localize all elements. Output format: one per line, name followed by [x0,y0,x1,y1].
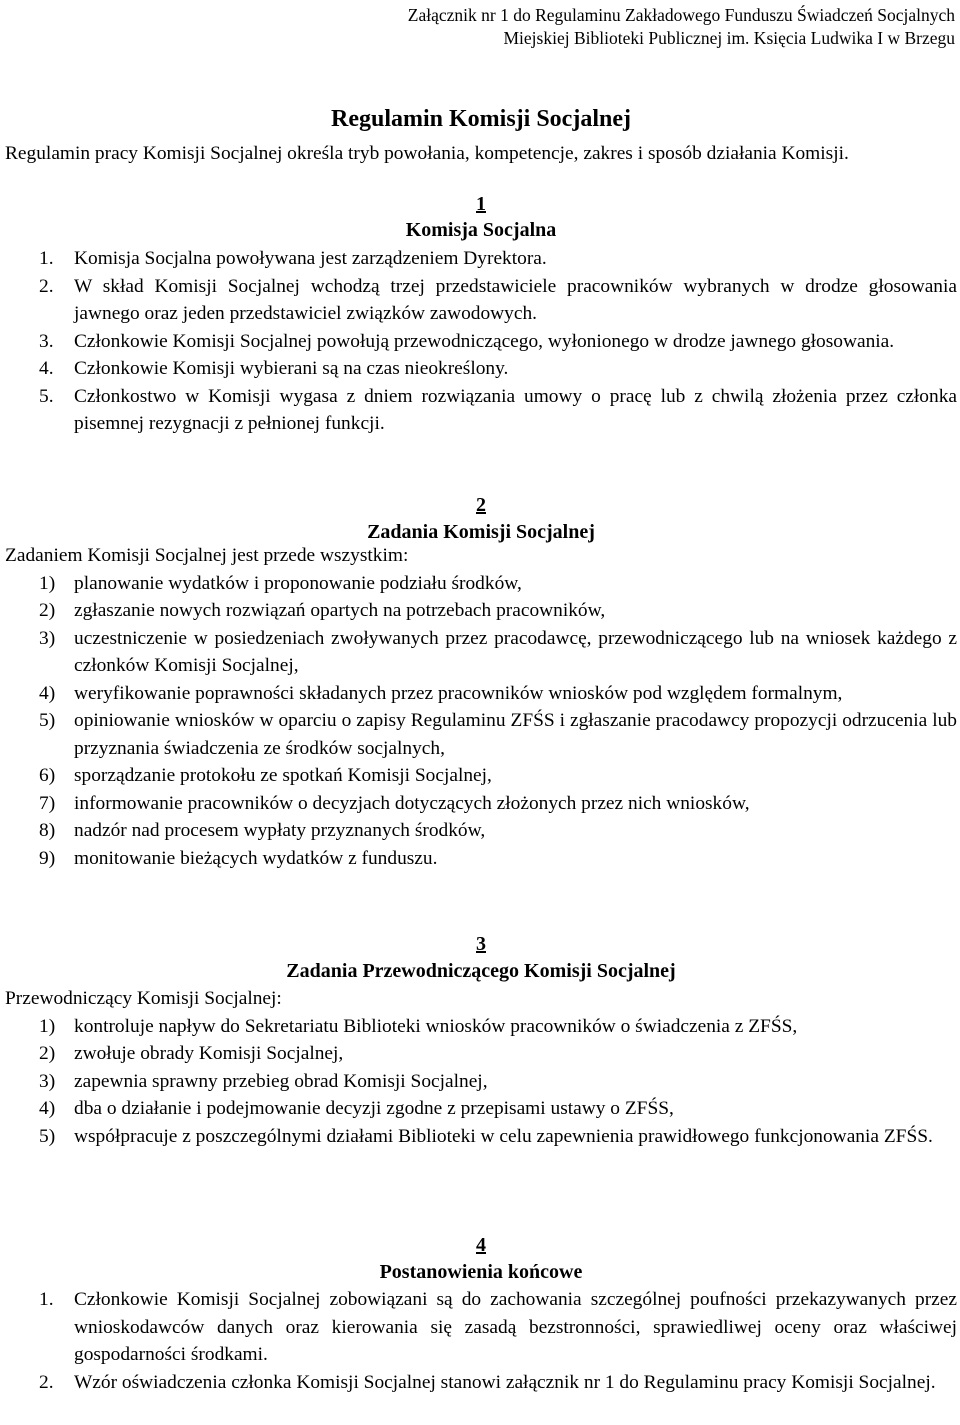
list-item [5,680,957,708]
section-1-title: Komisja Socjalna [405,219,557,241]
item-number: 5) [39,710,56,731]
list-item [5,707,957,762]
item-text: współpracuje z poszczególnymi działami Biblioteki w celu zapewnienia prawidłowego funkcjonowania ZFŚS. [74,1125,933,1147]
item-text: Komisja Socjalna powoływana jest zarządzeniem Dyrektora. [74,248,547,269]
list-item [5,1013,957,1041]
item-number: 3) [39,1070,56,1092]
item-text: informowanie pracowników o decyzjach dotyczących złożonych przez nich wniosków, [74,792,750,814]
section-lead: Przewodniczący Komisji Socjalnej: [5,988,282,1009]
item-number: 2) [39,600,56,621]
section-2-number: 2 [476,494,486,516]
list-item [5,762,957,790]
item-number: 3) [39,627,56,649]
item-text: zgłaszanie nowych rozwiązań opartych na potrzebach pracowników, [74,600,606,621]
document-title: Regulamin Komisji Socjalnej [331,106,631,132]
attachment-header [408,4,955,50]
item-number: 8) [39,820,56,841]
list-item [5,1040,957,1068]
item-text: Wzór oświadczenia członka Komisji Socjalnej stanowi załącznik nr 1 do Regulaminu pracy Komisji Socjalnej. [74,1371,936,1393]
item-text: nadzór nad procesem wypłaty przyznanych środków, [74,820,486,841]
item-number: 2. [39,275,54,297]
item-number: 1) [39,572,56,594]
section-2-title: Zadania Komisji Socjalnej [367,521,595,543]
item-text: W skład Komisji Socjalnej wchodzą trzej przedstawiciele pracowników wybranych w drodze głosowania jawnego oraz jeden przedstawiciel związków zawodowych. [74,275,957,324]
item-number: 4) [39,1098,56,1119]
section-4-title: Postanowienia końcowe [379,1261,583,1283]
item-text: uczestniczenie w posiedzeniach zwoływanych przez pracodawcę, przewodniczącego lub na wniosek każdego z członków Komisji Socjalnej, [74,627,957,676]
item-text: sporządzanie protokołu ze spotkań Komisji Socjalnej, [74,765,492,786]
item-number: 1) [39,1015,56,1037]
item-text: weryfikowanie poprawności składanych przez pracowników wniosków pod względem formalnym, [74,682,843,704]
section-1-number: 1 [476,193,486,215]
item-text: zwołuje obrady Komisji Socjalnej, [74,1043,344,1064]
item-text: planowanie wydatków i proponowanie podziału środków, [74,572,522,594]
list-item [5,328,957,356]
item-text: Członkowie Komisji Socjalnej zobowiązani są do zachowania szczególnej poufności przekazywanych przez wnioskodawców danych oraz kierowania się zasadą bezstronności, sprawiedliwej oceny oraz właściwej gospodarności środkami. [74,1289,957,1365]
section-3-number: 3 [476,933,486,955]
list-item [5,1369,957,1397]
section-3-title: Zadania Przewodniczącego Komisji Socjalnej [286,960,676,982]
item-number: 5) [39,1125,56,1147]
list-item [5,245,957,273]
item-text: monitowanie bieżących wydatków z funduszu. [74,847,438,869]
list-item [5,1068,957,1096]
list-item [5,597,957,625]
item-text: zapewnia sprawny przebieg obrad Komisji Socjalnej, [74,1070,488,1092]
list-item [5,790,957,818]
item-number: 7) [39,792,56,814]
item-text: kontroluje napływ do Sekretariatu Biblioteki wniosków pracowników o świadczenia z ZFŚS, [74,1015,798,1037]
item-number: 6) [39,765,56,786]
item-text: dba o działanie i podejmowanie decyzji zgodne z przepisami ustawy o ZFŚS, [74,1098,674,1119]
section-4-list [5,1286,957,1396]
item-number: 3. [39,330,54,352]
item-number: 1. [39,248,54,269]
list-item [5,273,957,328]
section-1-list [5,245,957,438]
item-number: 5. [39,385,54,407]
header-line-1: Załącznik nr 1 do Regulaminu Zakładowego Funduszu Świadczeń Socjalnych [407,5,955,25]
list-item [5,845,957,873]
item-text: Członkowie Komisji Socjalnej powołują przewodniczącego, wyłonionego w drodze jawnego głosowania. [74,330,895,352]
item-number: 2) [39,1043,56,1064]
list-item [5,1095,957,1123]
list-item [5,383,957,438]
list-item [5,817,957,845]
list-item [5,570,957,598]
list-item [5,1123,957,1151]
list-item [5,625,957,680]
item-text: Członkowie Komisji wybierani są na czas nieokreślony. [74,358,509,379]
item-number: 9) [39,847,56,869]
section-lead: Zadaniem Komisji Socjalnej jest przede wszystkim: [5,545,409,566]
item-text: opiniowanie wniosków w oparciu o zapisy Regulaminu ZFŚS i zgłaszanie pracodawcy propozycji odrzucenia lub przyznania świadczenia ze środków socjalnych, [74,710,957,759]
item-number: 4. [39,358,54,379]
list-item [5,355,957,383]
section-3-list [5,985,957,1150]
section-4-number: 4 [476,1234,486,1256]
list-item [5,1286,957,1369]
item-number: 1. [39,1289,54,1310]
section-2-list [5,542,957,872]
item-text: Członkostwo w Komisji wygasa z dniem rozwiązania umowy o pracę lub z chwilą złożenia przez członka pisemnej rezygnacji z pełnionej funkcji. [74,385,957,434]
item-number: 4) [39,682,56,704]
item-number: 2. [39,1371,54,1393]
header-line-2: Miejskiej Biblioteki Publicznej im. Księcia Ludwika I w Brzegu [503,28,955,48]
intro-paragraph: Regulamin pracy Komisji Socjalnej określa tryb powołania, kompetencje, zakres i sposób działania Komisji. [5,143,849,164]
